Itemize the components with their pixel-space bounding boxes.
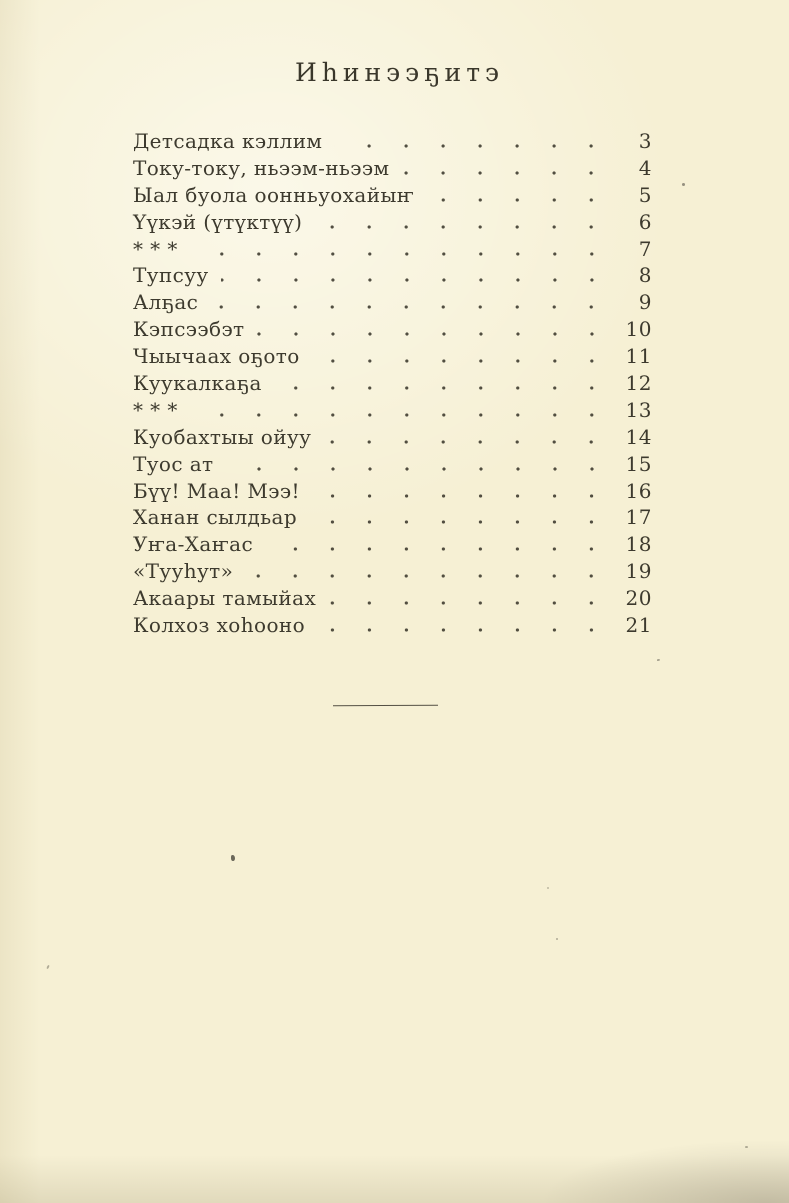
toc-page-number: 21 [625, 613, 652, 638]
toc-entry-title: Ханан сылдьар [133, 505, 298, 530]
dot-leader [312, 494, 616, 498]
toc-page-number: 14 [625, 424, 652, 449]
toc-entry-row [133, 425, 652, 452]
dot-leader [312, 359, 616, 363]
toc-entry-row [133, 263, 652, 290]
dot-leader [334, 144, 616, 148]
toc-page-number: 19 [625, 559, 652, 584]
toc-page-number: 7 [638, 236, 652, 261]
dot-leader [314, 225, 616, 229]
end-divider-rule [333, 705, 438, 707]
toc-page-number: 20 [625, 586, 652, 611]
page-title: Иһинээҕитэ [294, 58, 505, 87]
ink-speck [556, 938, 558, 940]
ink-speck [231, 855, 235, 861]
dot-leader [401, 171, 616, 175]
toc-entry-row [133, 156, 652, 183]
toc-entry-row [133, 183, 652, 210]
dot-leader [309, 520, 616, 524]
toc-entry-row [133, 290, 652, 317]
toc-entry-title: Тупсуу [133, 263, 209, 288]
toc-entry-row [133, 505, 652, 532]
toc-entry-title: Чыычаах оҕото [133, 344, 300, 369]
toc-entry-title: * * * [133, 397, 178, 422]
toc-entry-row [133, 532, 652, 559]
toc-entry-row [133, 479, 652, 506]
toc-entry-title: Акаары тамыйах [133, 586, 317, 611]
toc-entry-row [133, 398, 652, 425]
toc-entry-title: Үүкэй (үтүктүү) [133, 209, 303, 234]
toc-entry-row [133, 317, 652, 344]
toc-page-number: 15 [625, 451, 652, 476]
dot-leader [226, 467, 617, 471]
toc-entry-row [133, 452, 652, 479]
table-of-contents [133, 129, 652, 640]
toc-entry-title: Куобахтыы ойуу [133, 424, 312, 449]
toc-page-number: 10 [625, 317, 652, 342]
ink-speck [46, 965, 50, 969]
dot-leader [190, 413, 616, 417]
ink-speck [547, 887, 549, 889]
dot-leader [323, 440, 616, 444]
toc-entry-row [133, 586, 652, 613]
toc-page-number: 9 [638, 290, 652, 315]
dot-leader [257, 332, 616, 336]
dot-leader [210, 305, 616, 309]
ink-speck [745, 1146, 748, 1148]
toc-entry-title: Куукалкаҕа [133, 371, 262, 396]
toc-entry-title: «Тууһут» [133, 559, 234, 584]
toc-entry-row [133, 237, 652, 264]
toc-page-number: 4 [638, 155, 652, 180]
ink-speck [657, 659, 660, 661]
dot-leader [426, 198, 616, 202]
toc-entry-row [133, 344, 652, 371]
toc-page-number: 13 [625, 397, 652, 422]
toc-entry-row [133, 559, 652, 586]
toc-entry-title: Колхоз хоһооно [133, 613, 306, 638]
toc-page-number: 8 [638, 263, 652, 288]
dot-leader [265, 547, 616, 551]
toc-entry-row [133, 210, 652, 237]
toc-page-number: 3 [638, 129, 652, 153]
dot-leader [274, 386, 616, 390]
toc-entry-title: Кэпсээбэт [133, 317, 245, 342]
toc-page-number: 18 [625, 532, 652, 557]
toc-page-number: 5 [638, 182, 652, 207]
toc-page-number: 16 [625, 478, 652, 503]
toc-entry-title: * * * [133, 236, 178, 261]
toc-entry-title: Ыал буола оонньуохайыҥ [133, 182, 415, 207]
toc-entry-title: Детсадка кэллим [133, 129, 323, 153]
dot-leader [245, 574, 616, 578]
dot-leader [328, 601, 616, 605]
toc-entry-row [133, 371, 652, 398]
toc-entry-title: Алҕас [133, 290, 199, 315]
toc-page-number: 12 [625, 371, 652, 396]
dot-leader [317, 628, 616, 632]
toc-page-number: 6 [638, 209, 652, 234]
toc-entry-row [133, 613, 652, 640]
toc-entry-title: Бүү! Маа! Мээ! [133, 478, 300, 503]
toc-page-number: 11 [625, 344, 652, 369]
dot-leader [221, 278, 616, 282]
ink-speck [682, 183, 685, 186]
toc-entry-title: Току-току, ньээм-ньээм [133, 155, 390, 180]
toc-entry-row [133, 129, 652, 156]
toc-page-number: 17 [625, 505, 652, 530]
dot-leader [190, 252, 616, 256]
toc-entry-title: Туос ат [133, 451, 214, 476]
toc-entry-title: Уҥа-Хаҥас [133, 532, 254, 557]
